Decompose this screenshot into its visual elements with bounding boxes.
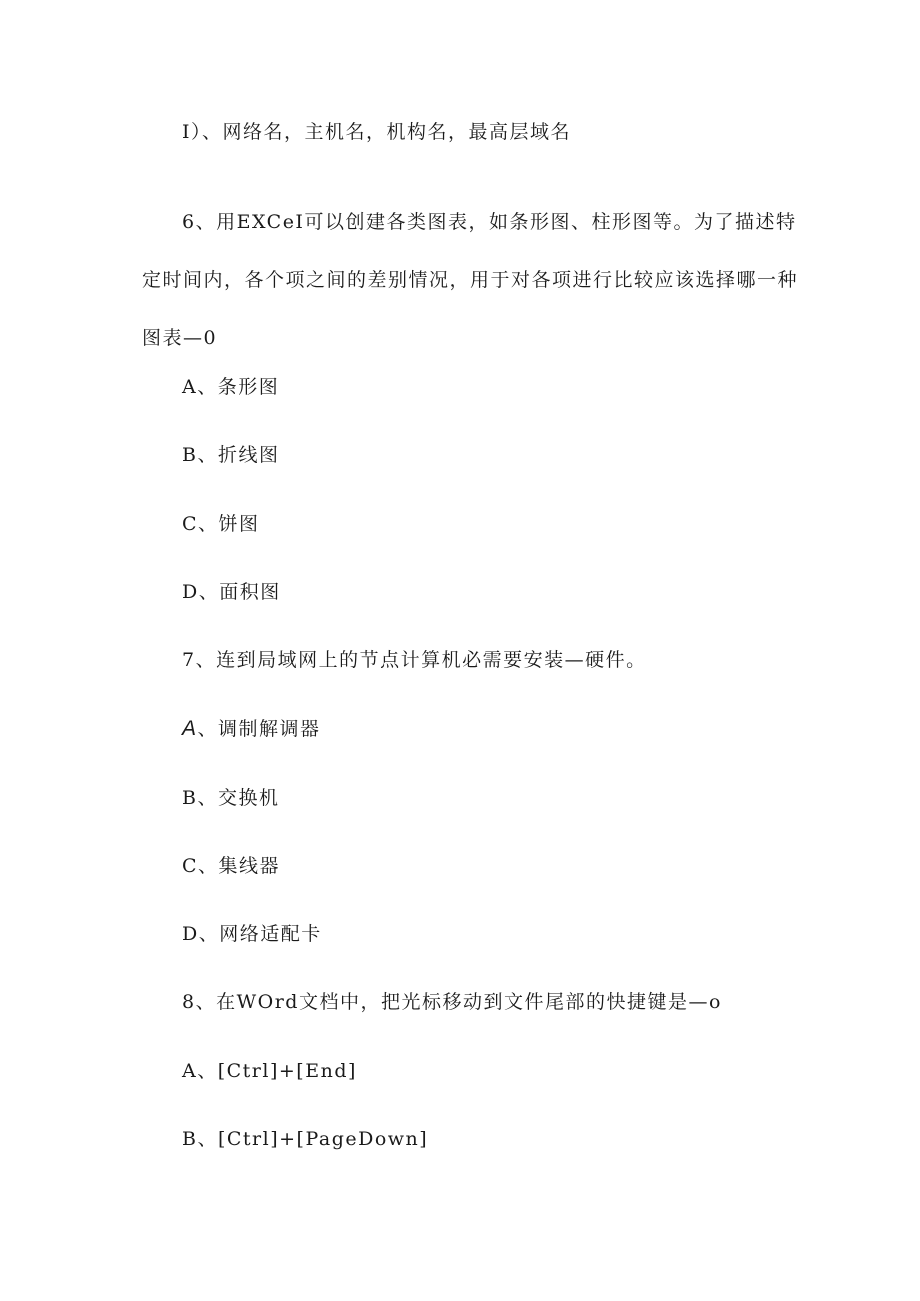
q7-option-a-text: 、调制解调器 xyxy=(197,718,321,740)
q6-option-d: D、面积图 xyxy=(182,581,281,603)
q8-option-b: B、[Ctrl]+[PageDown] xyxy=(182,1128,429,1150)
q6-question-line-1: 6、用EXCeI可以创建各类图表，如条形图、柱形图等。为了描述特 xyxy=(182,211,797,233)
q7-option-b: B、交换机 xyxy=(182,787,280,809)
q7-option-d: D、网络适配卡 xyxy=(182,923,322,945)
q6-question-line-2: 定时间内，各个项之间的差别情况，用于对各项进行比较应该选择哪一种 xyxy=(142,269,799,291)
q8-option-a: A、[Ctrl]+[End] xyxy=(182,1060,357,1082)
q6-option-a: A、条形图 xyxy=(182,376,280,398)
q7-option-a xyxy=(182,717,321,741)
q6-question xyxy=(142,210,799,384)
q6-option-c: C、饼图 xyxy=(182,513,260,535)
q7-option-a-letter: A xyxy=(182,717,198,740)
q6-question-line-3: 图表—0 xyxy=(142,327,218,349)
q8-question: 8、在WOrd文档中，把光标移动到文件尾部的快捷键是—o xyxy=(182,991,722,1013)
q7-option-c: C、集线器 xyxy=(182,855,281,877)
q5-option-d: I）、网络名，主机名，机构名，最高层域名 xyxy=(182,121,572,143)
q6-option-b: B、折线图 xyxy=(182,444,280,466)
q7-question: 7、连到局域网上的节点计算机必需要安装—硬件。 xyxy=(182,649,647,671)
